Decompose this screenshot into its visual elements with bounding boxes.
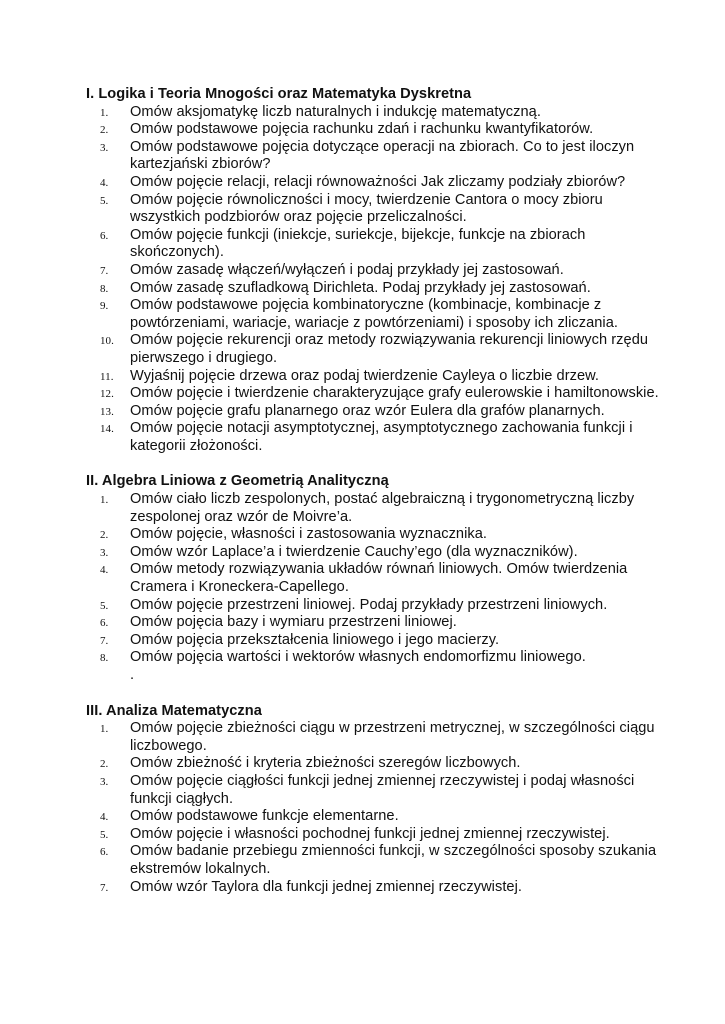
item-text: Omów zasadę szufladkową Dirichleta. Podaj przykłady jej zastosowań. <box>130 279 591 296</box>
question-list <box>86 491 665 667</box>
item-text: Omów pojęcie równoliczności i mocy, twierdzenie Cantora o mocy zbioru wszystkich podzbiorów oraz pojęcie przeliczalności. <box>130 191 603 226</box>
item-number: 13. <box>100 405 114 418</box>
list-item <box>86 720 665 755</box>
item-number: 9. <box>100 300 109 313</box>
list-item <box>86 297 665 332</box>
item-text: Omów pojęcie i własności pochodnej funkcji jednej zmiennej rzeczywistej. <box>130 825 610 842</box>
list-item <box>86 385 665 403</box>
item-text: Omów pojęcie przestrzeni liniowej. Podaj przykłady przestrzeni liniowych. <box>130 596 608 613</box>
section-analysis <box>86 703 665 897</box>
item-number: 3. <box>100 775 109 788</box>
item-text: Omów pojęcia wartości i wektorów własnych endomorfizmu liniowego. <box>130 649 586 666</box>
question-list <box>86 720 665 896</box>
list-item <box>86 403 665 421</box>
item-text: Omów pojęcia przekształcenia liniowego i jego macierzy. <box>130 631 500 648</box>
item-number: 6. <box>100 617 109 630</box>
item-number: 10. <box>100 335 114 348</box>
item-text: Omów metody rozwiązywania układów równań liniowych. Omów twierdzenia Cramera i Kroneckera-Capellego. <box>130 561 628 596</box>
item-text: Omów podstawowe pojęcia kombinatoryczne (kombinacje, kombinacje z powtórzeniami, wariacje, wariacje z powtórzeniami) i sposoby ich zliczania. <box>130 297 618 331</box>
item-text: Omów pojęcie zbieżności ciągu w przestrzeni metrycznej, w szczególności ciągu liczbowego. <box>130 720 655 754</box>
item-number: 12. <box>100 388 114 401</box>
list-item <box>86 280 665 298</box>
item-text: Omów pojęcie ciągłości funkcji jednej zmiennej rzeczywistej i podaj własności funkcji ciągłych. <box>130 772 635 807</box>
item-number: 4. <box>100 564 109 577</box>
item-text: Omów wzór Laplace’a i twierdzenie Cauchy’ego (dla wyznaczników). <box>130 543 578 560</box>
list-item <box>86 174 665 192</box>
item-number: 7. <box>100 881 109 894</box>
item-text: Omów podstawowe pojęcia rachunku zdań i rachunku kwantyfikatorów. <box>130 121 594 138</box>
list-item <box>86 262 665 280</box>
item-number: 1. <box>100 494 109 507</box>
list-item <box>86 227 665 262</box>
list-item <box>86 773 665 808</box>
item-number: 8. <box>100 652 109 665</box>
list-item <box>86 104 665 122</box>
item-text: Omów pojęcie i twierdzenie charakteryzujące grafy eulerowskie i hamiltonowskie. <box>130 385 659 402</box>
list-item <box>86 826 665 844</box>
item-text: Omów pojęcie rekurencji oraz metody rozwiązywania rekurencji liniowych rzędu pierwszego i drugiego. <box>130 332 649 366</box>
item-text: Omów podstawowe funkcje elementarne. <box>130 808 399 825</box>
list-item <box>86 526 665 544</box>
list-item <box>86 561 665 596</box>
item-number: 4. <box>100 811 109 824</box>
item-text: Wyjaśnij pojęcie drzewa oraz podaj twierdzenie Cayleya o liczbie drzew. <box>130 367 600 384</box>
item-number: 6. <box>100 846 109 859</box>
list-item <box>86 332 665 367</box>
item-text: Omów badanie przebiegu zmienności funkcji, w szczególności sposoby szukania ekstremów lokalnych. <box>130 843 657 877</box>
item-number: 8. <box>100 282 109 295</box>
item-text: Omów zbieżność i kryteria zbieżności szeregów liczbowych. <box>130 755 521 772</box>
section-title: I. Logika i Teoria Mnogości oraz Matematyka Dyskretna <box>86 86 472 102</box>
section-logic <box>86 86 665 455</box>
item-number: 11. <box>100 370 114 383</box>
item-number: 5. <box>100 194 109 207</box>
list-item <box>86 597 665 615</box>
question-list <box>86 104 665 456</box>
item-number: 6. <box>100 229 109 242</box>
list-item <box>86 879 665 897</box>
item-text: Omów zasadę włączeń/wyłączeń i podaj przykłady jej zastosowań. <box>130 261 564 278</box>
list-item <box>86 121 665 139</box>
item-number: 3. <box>100 546 109 559</box>
list-item <box>86 808 665 826</box>
list-item <box>86 491 665 526</box>
section-title: III. Analiza Matematyczna <box>86 702 262 719</box>
item-number: 7. <box>100 264 109 277</box>
list-item <box>86 649 665 667</box>
trailing-dot: . <box>130 667 135 683</box>
item-number: 2. <box>100 758 109 771</box>
item-number: 5. <box>100 828 109 841</box>
item-number: 2. <box>100 529 109 542</box>
item-text: Omów pojęcie notacji asymptotycznej, asymptotycznego zachowania funkcji i kategorii złożoności. <box>130 420 633 454</box>
list-item <box>86 192 665 227</box>
list-item <box>86 614 665 632</box>
item-text: Omów pojęcie grafu planarnego oraz wzór Eulera dla grafów planarnych. <box>130 402 605 419</box>
item-text: Omów pojęcia bazy i wymiaru przestrzeni liniowej. <box>130 614 457 631</box>
list-item <box>86 632 665 650</box>
section-title: II. Algebra Liniowa z Geometrią Analityczną <box>86 473 389 490</box>
item-text: Omów ciało liczb zespolonych, postać algebraiczną i trygonometryczną liczby zespolonej oraz wzór de Moivre’a. <box>130 491 635 525</box>
section-linear-algebra <box>86 473 665 684</box>
list-item <box>86 368 665 386</box>
item-text: Omów pojęcie funkcji (iniekcje, suriekcje, bijekcje, funkcje na zbiorach skończonych). <box>130 226 586 261</box>
item-text: Omów pojęcie relacji, relacji równoważności Jak zliczamy podziały zbiorów? <box>130 173 626 190</box>
item-text: Omów aksjomatykę liczb naturalnych i indukcję matematyczną. <box>130 103 541 120</box>
item-text: Omów pojęcie, własności i zastosowania wyznacznika. <box>130 526 488 543</box>
item-number: 5. <box>100 599 109 612</box>
list-item <box>86 755 665 773</box>
item-number: 7. <box>100 634 109 647</box>
list-item <box>86 420 665 455</box>
item-text: Omów wzór Taylora dla funkcji jednej zmiennej rzeczywistej. <box>130 878 522 895</box>
list-item <box>86 544 665 562</box>
item-number: 4. <box>100 176 109 189</box>
item-number: 14. <box>100 423 114 436</box>
list-item <box>86 139 665 174</box>
item-number: 3. <box>100 141 109 154</box>
list-item <box>86 843 665 878</box>
item-text: Omów podstawowe pojęcia dotyczące operacji na zbiorach. Co to jest iloczyn kartezjański zbiorów? <box>130 138 635 173</box>
item-number: 2. <box>100 124 109 137</box>
item-number: 1. <box>100 723 109 736</box>
item-number: 1. <box>100 106 109 119</box>
